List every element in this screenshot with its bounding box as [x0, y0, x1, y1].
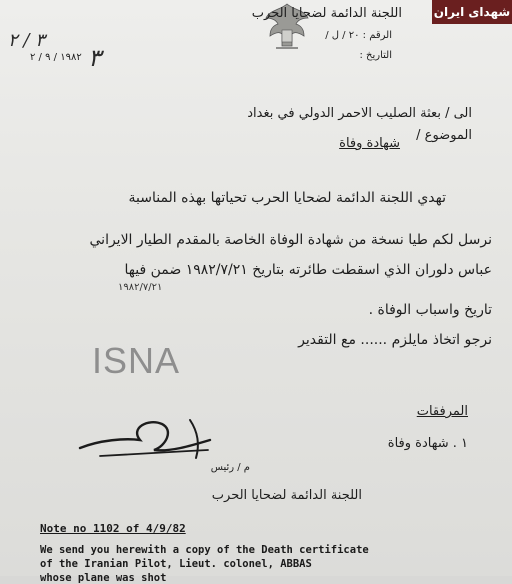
body-line-1: تهدي اللجنة الدائمة لضحايا الحرب تحياتها بهذه المناسبة	[128, 190, 446, 206]
signature-title: م / رئيس	[210, 462, 250, 473]
date-label: التاريخ :	[359, 50, 392, 61]
note-title: Note no 1102 of 4/9/82	[40, 522, 186, 535]
body-line-3-handwritten-date: ١٩٨٢/٧/٢١	[118, 282, 163, 293]
note-line-3: whose plane was shot	[40, 572, 167, 584]
recipient-line: الى / بعثة الصليب الاحمر الدولي في بغداد	[247, 106, 472, 121]
reference-number-handwritten: ٣ / ٢	[8, 30, 45, 51]
handwritten-signature	[70, 410, 220, 470]
subject-value: شهادة وفاة	[339, 136, 400, 151]
note-line-1: We send you herewith a copy of the Death certificate	[40, 544, 369, 556]
body-line-2: نرسل لكم طيا نسخة من شهادة الوفاة الخاصة بالمقدم الطيار الايراني	[89, 232, 492, 248]
body-line-4: تاريخ واسباب الوفاة .	[368, 302, 492, 318]
subject-label: الموضوع /	[416, 128, 472, 143]
committee-header: اللجنة الدائمة لضحايا الحرب	[251, 6, 402, 21]
signature-org: اللجنة الدائمة لضحايا الحرب	[211, 488, 362, 503]
isna-watermark: ISNA	[92, 340, 181, 381]
corner-watermark: شهدای ایران	[432, 0, 512, 24]
attachments-item: ١ . شهادة وفاة	[387, 436, 468, 451]
body-line-3: عباس دلوران الذي اسقطت طائرته بتاريخ ١٩٨٢/٧/٢١ ضمن فيها	[124, 262, 492, 278]
note-line-2: of the Iranian Pilot, Lieut. colonel, ABBAS	[40, 558, 312, 570]
date-handwritten-mark: ٣	[88, 44, 101, 72]
date-value: ١٩٨٢ / ٩ / ٢	[30, 52, 82, 63]
body-line-5: نرجو اتخاذ مايلزم ...... مع التقدير	[298, 332, 492, 348]
reference-number-label: الرقم : ٢٠ / ل /	[325, 30, 392, 41]
attachments-label: المرفقات	[416, 404, 468, 419]
